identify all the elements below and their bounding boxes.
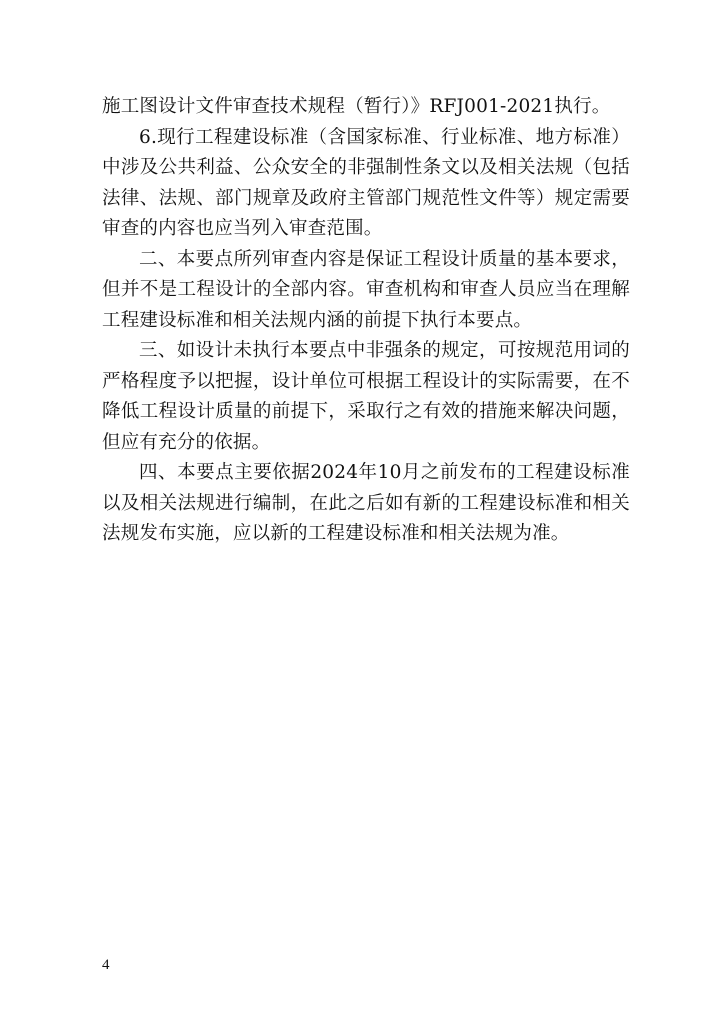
paragraph-continuation: 施工图设计文件审查技术规程（暂行）》RFJ001-2021执行。 — [102, 96, 611, 117]
page-number: 4 — [102, 957, 110, 973]
paragraph-section-3: 三、如设计未执行本要点中非强条的规定，可按规范用词的严格程度予以把握，设计单位可根据工程设计的实际需要，在不降低工程设计质量的前提下，采取行之有效的措施来解决问题，但应有充分的依据。 — [102, 340, 630, 453]
paragraph-item-6: 6.现行工程建设标准（含国家标准、行业标准、地方标准）中涉及公共利益、公众安全的非强制性条文以及相关法规（包括法律、法规、部门规章及政府主管部门规范性文件等）规定需要审查的内容也应当列入审查范围。 — [102, 126, 630, 239]
document-body — [102, 92, 630, 550]
paragraph-section-4: 四、本要点主要依据2024年10月之前发布的工程建设标准以及相关法规进行编制，在此之后如有新的工程建设标准和相关法规发布实施，应以新的工程建设标准和相关法规为准。 — [102, 462, 630, 544]
paragraph-section-2: 二、本要点所列审查内容是保证工程设计质量的基本要求，但并不是工程设计的全部内容。审查机构和审查人员应当在理解工程建设标准和相关法规内涵的前提下执行本要点。 — [102, 248, 630, 331]
